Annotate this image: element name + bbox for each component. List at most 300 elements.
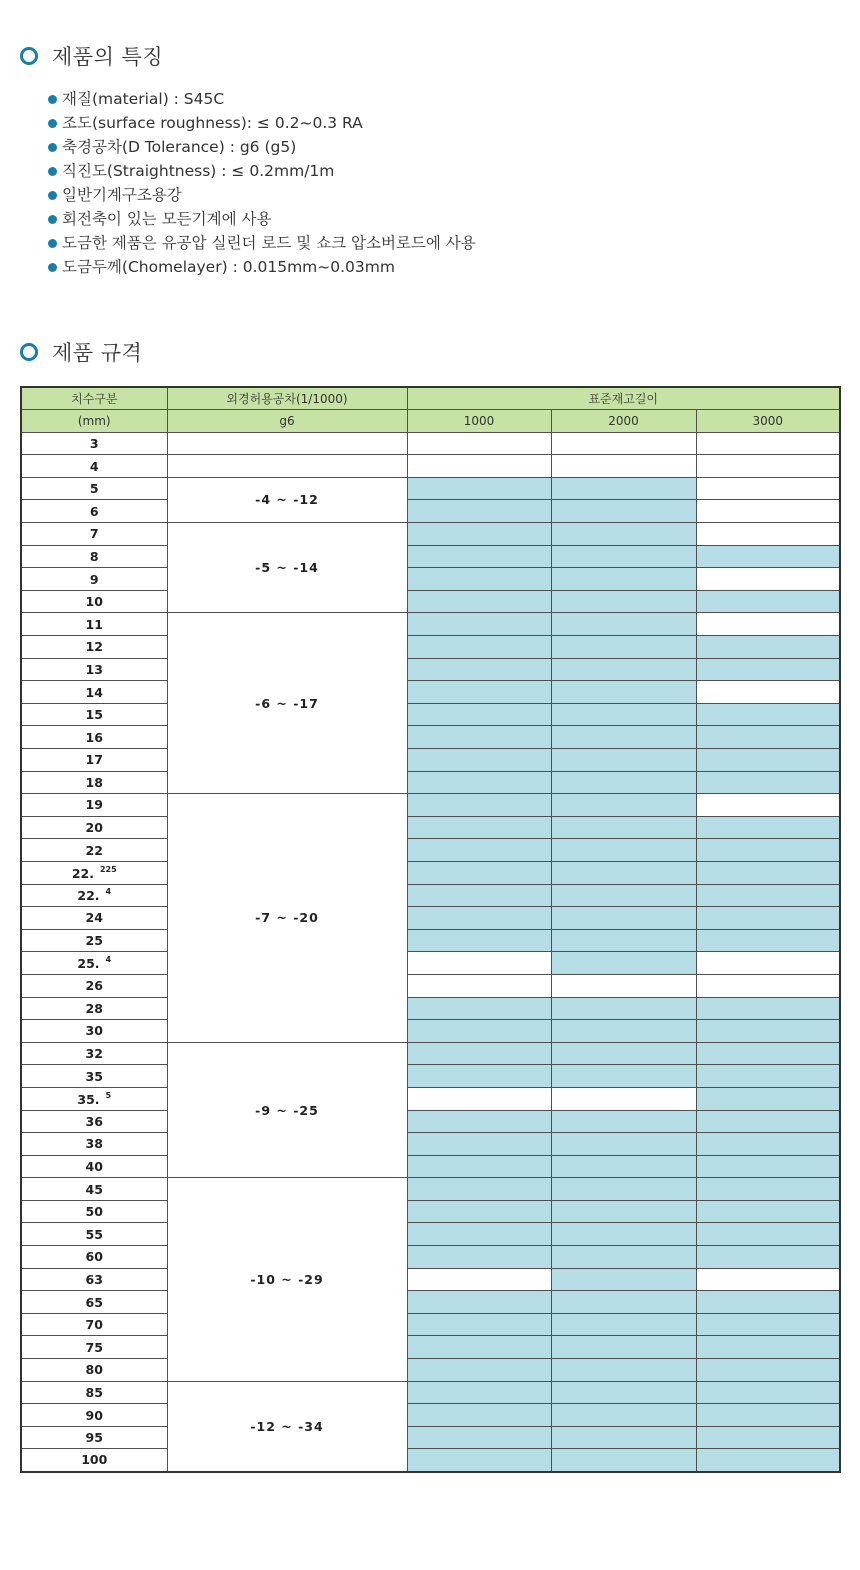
stock-cell-1000 [407,1381,551,1404]
feature-text: 축경공차(D Tolerance) : g6 (g5) [62,138,297,156]
stock-cell-2000 [551,974,696,997]
tolerance-cell: -7 ~ -20 [167,794,407,1043]
stock-cell-2000 [551,523,696,546]
table-row [21,861,840,884]
size-cell [21,1268,167,1291]
features-title: 제품의 특징 [52,45,164,69]
table-row [21,1178,840,1201]
feature-item [48,183,476,207]
table-row [21,500,840,523]
size-value: 25 [85,933,103,949]
size-superscript: 4 [105,955,112,965]
stock-cell-2000 [551,1291,696,1314]
stock-cell-2000 [551,1268,696,1291]
feature-text: 조도(surface roughness): ≤ 0.2~0.3 RA [62,114,363,132]
feature-item [48,111,476,135]
size-cell [21,1449,167,1472]
size-cell [21,816,167,839]
stock-cell-3000 [696,952,840,975]
stock-cell-3000 [696,884,840,907]
table-row [21,1020,840,1043]
stock-cell-3000 [696,1087,840,1110]
table-row [21,839,840,862]
size-value: 45 [85,1181,103,1197]
stock-cell-3000 [696,794,840,817]
table-row [21,658,840,681]
size-value: 26 [85,978,103,994]
dot-bullet-icon [48,263,57,272]
size-cell [21,749,167,772]
stock-cell-1000 [407,1065,551,1088]
table-row [21,681,840,704]
size-value: 15 [85,707,103,723]
size-value: 50 [85,1204,103,1220]
size-value: 20 [85,820,103,836]
table-row [21,1133,840,1156]
stock-cell-2000 [551,997,696,1020]
stock-cell-1000 [407,1426,551,1449]
stock-cell-1000 [407,1087,551,1110]
size-cell [21,1291,167,1314]
feature-item [48,159,476,183]
length-2000-header: 2000 [551,410,696,433]
size-value: 35. [77,1091,100,1107]
stock-cell-2000 [551,771,696,794]
stock-cell-2000 [551,749,696,772]
size-cell [21,1178,167,1201]
stock-cell-2000 [551,681,696,704]
tolerance-cell [167,455,407,478]
stock-cell-3000 [696,432,840,455]
stock-cell-1000 [407,658,551,681]
stock-cell-2000 [551,568,696,591]
stock-cell-3000 [696,703,840,726]
size-value: 12 [85,639,103,655]
tolerance-cell: -10 ~ -29 [167,1178,407,1381]
size-value: 16 [85,729,103,745]
stock-cell-2000 [551,1042,696,1065]
table-row [21,794,840,817]
stock-cell-3000 [696,1223,840,1246]
stock-cell-3000 [696,1178,840,1201]
size-cell [21,1155,167,1178]
length-1000-header: 1000 [407,410,551,433]
table-row [21,1449,840,1472]
stock-cell-3000 [696,1246,840,1269]
size-value: 9 [89,571,99,587]
stock-cell-2000 [551,432,696,455]
size-cell [21,590,167,613]
stock-cell-3000 [696,749,840,772]
stock-cell-1000 [407,568,551,591]
stock-cell-3000 [696,658,840,681]
stock-cell-2000 [551,726,696,749]
stock-cell-2000 [551,1200,696,1223]
table-row [21,432,840,455]
size-cell [21,1042,167,1065]
size-superscript: 225 [99,864,117,874]
stock-cell-2000 [551,703,696,726]
stock-cell-3000 [696,523,840,546]
size-cell [21,771,167,794]
stock-cell-2000 [551,658,696,681]
stock-cell-2000 [551,455,696,478]
stock-cell-3000 [696,726,840,749]
size-value: 19 [85,797,103,813]
dot-bullet-icon [48,119,57,128]
stock-cell-3000 [696,455,840,478]
dot-bullet-icon [48,143,57,152]
stock-cell-2000 [551,884,696,907]
tolerance-cell: -4 ~ -12 [167,477,407,522]
feature-text: 재질(material) : S45C [62,90,225,108]
table-row [21,1268,840,1291]
spec-table [20,386,841,1473]
size-cell [21,568,167,591]
tolerance-header: 외경허용공차(1/1000) [167,387,407,410]
stock-cell-2000 [551,1065,696,1088]
size-value: 65 [85,1294,103,1310]
spec-table-body [21,432,840,1471]
size-value: 30 [85,1023,103,1039]
stock-cell-1000 [407,816,551,839]
table-row [21,1291,840,1314]
size-value: 10 [85,594,103,610]
size-cell [21,1359,167,1382]
size-value: 75 [85,1339,103,1355]
stock-cell-3000 [696,974,840,997]
size-value: 85 [85,1384,103,1400]
circle-bullet-icon [20,343,38,361]
feature-item [48,255,476,279]
stock-cell-3000 [696,613,840,636]
stock-cell-2000 [551,1404,696,1427]
stock-cell-1000 [407,974,551,997]
table-row [21,816,840,839]
stock-cell-3000 [696,1155,840,1178]
stock-cell-2000 [551,1336,696,1359]
size-cell [21,974,167,997]
table-row [21,974,840,997]
size-value: 22. [71,865,94,881]
table-row [21,1246,840,1269]
stock-cell-2000 [551,500,696,523]
size-value: 7 [89,526,99,542]
size-value: 28 [85,1000,103,1016]
size-cell [21,1065,167,1088]
table-row [21,590,840,613]
stock-cell-3000 [696,681,840,704]
stock-cell-1000 [407,523,551,546]
size-cell [21,1381,167,1404]
table-row [21,1087,840,1110]
table-row [21,929,840,952]
stock-cell-2000 [551,1359,696,1382]
stock-cell-1000 [407,455,551,478]
stock-cell-3000 [696,839,840,862]
stock-cell-3000 [696,1449,840,1472]
stock-cell-2000 [551,839,696,862]
table-row [21,1042,840,1065]
table-row [21,1065,840,1088]
stock-cell-1000 [407,681,551,704]
stock-cell-2000 [551,590,696,613]
size-cell [21,726,167,749]
stock-cell-2000 [551,1381,696,1404]
stock-cell-1000 [407,477,551,500]
stock-cell-1000 [407,703,551,726]
size-value: 32 [85,1046,103,1062]
stock-cell-1000 [407,1359,551,1382]
stock-cell-1000 [407,636,551,659]
stock-cell-2000 [551,861,696,884]
stock-cell-3000 [696,929,840,952]
stock-cell-1000 [407,590,551,613]
size-value: 40 [85,1158,103,1174]
size-value: 4 [89,458,99,474]
table-row [21,1426,840,1449]
stock-cell-3000 [696,1020,840,1043]
size-value: 90 [85,1407,103,1423]
table-row [21,1381,840,1404]
table-row [21,523,840,546]
table-row [21,545,840,568]
size-value: 17 [85,752,103,768]
stock-cell-1000 [407,1246,551,1269]
size-value: 60 [85,1249,103,1265]
table-row [21,952,840,975]
size-cell [21,658,167,681]
table-row [21,455,840,478]
table-row [21,636,840,659]
size-cell [21,1336,167,1359]
tolerance-cell: -6 ~ -17 [167,613,407,794]
size-cell [21,1110,167,1133]
size-cell [21,1404,167,1427]
stock-cell-3000 [696,1381,840,1404]
stock-cell-1000 [407,1268,551,1291]
stock-cell-3000 [696,1336,840,1359]
size-value: 95 [85,1430,103,1446]
size-cell [21,703,167,726]
table-row [21,749,840,772]
stock-cell-2000 [551,907,696,930]
stock-cell-3000 [696,1426,840,1449]
size-cell [21,1133,167,1156]
size-value: 18 [85,774,103,790]
size-superscript: 4 [105,887,112,897]
circle-bullet-icon [20,47,38,65]
feature-item [48,87,476,111]
stock-cell-3000 [696,997,840,1020]
stock-cell-2000 [551,1110,696,1133]
size-unit-header: (mm) [21,410,167,433]
size-value: 38 [85,1136,103,1152]
size-value: 6 [89,503,99,519]
stock-cell-1000 [407,726,551,749]
stock-cell-3000 [696,1133,840,1156]
stock-cell-1000 [407,884,551,907]
feature-list [48,87,476,279]
size-value: 22. [77,888,100,904]
stock-cell-1000 [407,907,551,930]
stock-cell-2000 [551,1020,696,1043]
length-3000-header: 3000 [696,410,840,433]
size-cell [21,997,167,1020]
stock-cell-1000 [407,861,551,884]
size-cell [21,929,167,952]
size-value: 36 [85,1113,103,1129]
table-row [21,907,840,930]
stock-cell-1000 [407,929,551,952]
size-cell [21,523,167,546]
stock-cell-2000 [551,545,696,568]
stock-cell-3000 [696,907,840,930]
stock-cell-1000 [407,749,551,772]
feature-text: 도금두께(Chomelayer) : 0.015mm~0.03mm [62,258,395,276]
size-cell [21,432,167,455]
size-cell [21,884,167,907]
table-row [21,1200,840,1223]
stock-cell-1000 [407,794,551,817]
stock-cell-2000 [551,1246,696,1269]
stock-cell-1000 [407,1291,551,1314]
size-value: 63 [85,1271,103,1287]
stock-cell-1000 [407,1133,551,1156]
stock-cell-3000 [696,568,840,591]
stock-cell-2000 [551,1449,696,1472]
stock-cell-2000 [551,477,696,500]
dot-bullet-icon [48,95,57,104]
stock-cell-2000 [551,1133,696,1156]
stock-cell-3000 [696,1065,840,1088]
size-value: 55 [85,1226,103,1242]
stock-cell-3000 [696,771,840,794]
stock-cell-2000 [551,794,696,817]
size-header: 치수구분 [21,387,167,410]
stock-cell-1000 [407,613,551,636]
table-row [21,884,840,907]
stock-cell-2000 [551,952,696,975]
size-cell [21,907,167,930]
size-cell [21,1426,167,1449]
stock-cell-1000 [407,997,551,1020]
size-value: 100 [81,1452,108,1468]
stock-cell-1000 [407,839,551,862]
size-cell [21,1200,167,1223]
size-value: 3 [89,435,99,451]
size-cell [21,500,167,523]
stock-cell-1000 [407,1200,551,1223]
table-row [21,1155,840,1178]
stock-cell-1000 [407,952,551,975]
size-cell [21,1246,167,1269]
size-cell [21,477,167,500]
table-row [21,613,840,636]
stock-cell-1000 [407,771,551,794]
size-value: 70 [85,1317,103,1333]
feature-text: 일반기계구조용강 [62,186,182,204]
stock-cell-2000 [551,1155,696,1178]
stock-cell-1000 [407,500,551,523]
size-value: 35 [85,1068,103,1084]
stock-cell-2000 [551,929,696,952]
table-row [21,1223,840,1246]
size-value: 13 [85,661,103,677]
size-cell [21,1087,167,1110]
dot-bullet-icon [48,215,57,224]
stock-cell-1000 [407,545,551,568]
table-row [21,1404,840,1427]
dot-bullet-icon [48,167,57,176]
stock-cell-3000 [696,1359,840,1382]
stock-cell-2000 [551,1426,696,1449]
stock-cell-1000 [407,1178,551,1201]
tolerance-grade-header: g6 [167,410,407,433]
stock-cell-2000 [551,1087,696,1110]
table-row [21,703,840,726]
stock-cell-3000 [696,1404,840,1427]
stock-cell-1000 [407,1336,551,1359]
stock-cell-3000 [696,500,840,523]
stock-cell-3000 [696,1313,840,1336]
tolerance-cell: -9 ~ -25 [167,1042,407,1178]
size-cell [21,613,167,636]
stock-cell-3000 [696,590,840,613]
stock-cell-3000 [696,477,840,500]
size-value: 80 [85,1362,103,1378]
size-value: 11 [85,616,103,632]
stock-cell-2000 [551,613,696,636]
stock-cell-2000 [551,1178,696,1201]
feature-text: 회전축이 있는 모든기계에 사용 [62,210,272,228]
size-cell [21,839,167,862]
size-value: 22 [85,842,103,858]
dot-bullet-icon [48,239,57,248]
table-row [21,568,840,591]
dot-bullet-icon [48,191,57,200]
feature-text: 직진도(Straightness) : ≤ 0.2mm/1m [62,162,335,180]
stock-cell-3000 [696,816,840,839]
stock-cell-1000 [407,1223,551,1246]
size-cell [21,861,167,884]
stock-cell-2000 [551,816,696,839]
size-cell [21,636,167,659]
stock-cell-1000 [407,1449,551,1472]
spec-heading [20,337,142,367]
table-row [21,1313,840,1336]
size-cell [21,794,167,817]
size-value: 24 [85,910,103,926]
feature-item [48,135,476,159]
size-superscript: 5 [105,1090,112,1100]
table-row [21,726,840,749]
spec-title: 제품 규격 [52,341,143,365]
table-row [21,771,840,794]
table-row [21,477,840,500]
stock-cell-3000 [696,636,840,659]
tolerance-cell: -12 ~ -34 [167,1381,407,1471]
stock-cell-3000 [696,861,840,884]
size-cell [21,681,167,704]
size-value: 8 [89,548,99,564]
size-cell [21,455,167,478]
table-row [21,1359,840,1382]
size-cell [21,952,167,975]
stock-cell-2000 [551,1313,696,1336]
feature-text: 도금한 제품은 유공압 실린더 로드 및 쇼크 압소버로드에 사용 [62,234,476,252]
stock-cell-3000 [696,545,840,568]
